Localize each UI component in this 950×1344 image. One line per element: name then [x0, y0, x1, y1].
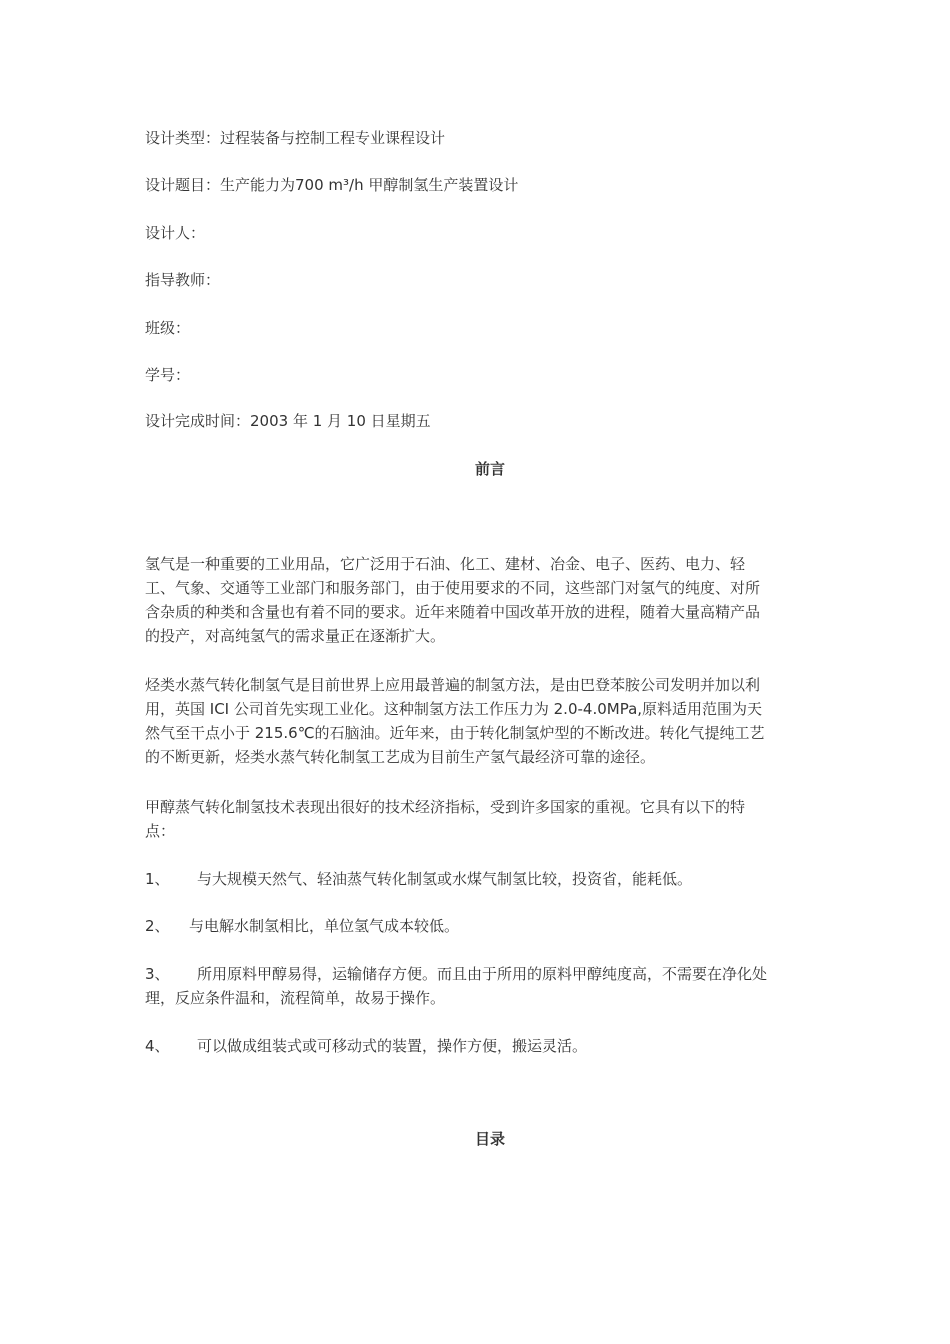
designer-label: 设计人：	[145, 224, 206, 242]
paragraph-line: 含杂质的种类和含量也有着不同的要求。近年来随着中国改革开放的进程，随着大量高精产品	[145, 603, 761, 621]
list-item	[145, 962, 835, 986]
item-number: 1、	[145, 870, 170, 888]
list-item	[145, 1034, 835, 1058]
item-text: 所用原料甲醇易得，运输储存方便。而且由于所用的原料甲醇纯度高，不需要在净化处	[197, 965, 768, 983]
item-continuation: 理，反应条件温和，流程简单，故易于操作。	[145, 989, 446, 1007]
design-type: 设计类型：过程装备与控制工程专业课程设计	[145, 129, 446, 147]
item-number: 3、	[145, 965, 170, 983]
list-item	[145, 867, 835, 891]
preface-paragraph-2	[145, 673, 835, 769]
toc-heading: 目录	[474, 1130, 505, 1148]
paragraph-line: 工、气象、交通等工业部门和服务部门，由于使用要求的不同，这些部门对氢气的纯度、对所	[145, 579, 761, 597]
feature-item-2	[145, 914, 835, 938]
class-label: 班级：	[145, 319, 191, 337]
paragraph-line: 用，英国 ICI 公司首先实现工业化。这种制氢方法工作压力为 2.0-4.0MPa,原料适用范围为天	[145, 700, 763, 718]
paragraph-line: 烃类水蒸气转化制氢气是目前世界上应用最普遍的制氢方法，是由巴登苯胺公司发明并加以利	[145, 676, 761, 694]
paragraph-line: 氢气是一种重要的工业用品，它广泛用于石油、化工、建材、冶金、电子、医药、电力、轻	[145, 555, 746, 573]
feature-item-3	[145, 962, 835, 1010]
paragraph-line: 点：	[145, 822, 176, 840]
list-item	[145, 914, 835, 938]
feature-item-1	[145, 867, 835, 891]
paragraph-line: 然气至干点小于 215.6℃的石脑油。近年来，由于转化制氢炉型的不断改进。转化气提纯工艺	[145, 724, 765, 742]
preface-paragraph-1	[145, 552, 835, 648]
advisor-label: 指导教师：	[145, 271, 221, 289]
completion-time: 设计完成时间：2003 年 1 月 10 日星期五	[145, 412, 431, 430]
item-text: 可以做成组装式或可移动式的装置，操作方便，搬运灵活。	[197, 1037, 588, 1055]
item-number: 4、	[145, 1037, 170, 1055]
design-title: 设计题目：生产能力为700 m³/h 甲醇制氢生产装置设计	[145, 176, 519, 194]
paragraph-line: 甲醇蒸气转化制氢技术表现出很好的技术经济指标，受到许多国家的重视。它具有以下的特	[145, 798, 746, 816]
item-number: 2、	[145, 917, 170, 935]
paragraph-line: 的投产，对高纯氢气的需求量正在逐渐扩大。	[145, 627, 446, 645]
preface-heading: 前言	[474, 460, 505, 478]
item-text: 与大规模天然气、轻油蒸气转化制氢或水煤气制氢比较，投资省，能耗低。	[197, 870, 693, 888]
feature-item-4	[145, 1034, 835, 1058]
paragraph-line: 的不断更新，烃类水蒸气转化制氢工艺成为目前生产氢气最经济可靠的途径。	[145, 748, 656, 766]
student-id-label: 学号：	[145, 366, 191, 384]
preface-paragraph-3	[145, 795, 835, 843]
item-text: 与电解水制氢相比，单位氢气成本较低。	[189, 917, 460, 935]
